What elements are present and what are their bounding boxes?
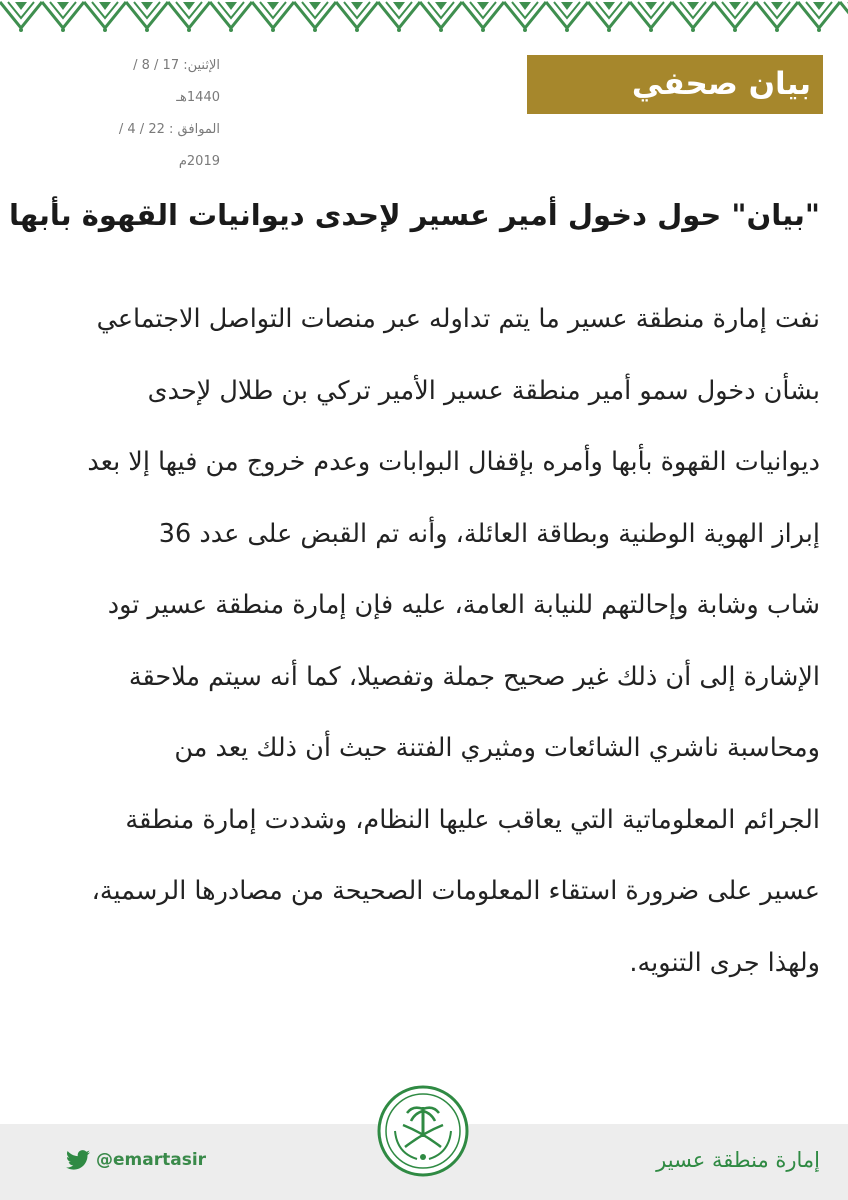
body-line: عسير على ضرورة استقاء المعلومات الصحيحة من مصادرها الرسمية، bbox=[91, 876, 820, 906]
date-gregorian: الموافق : 22 / 4 / 2019م bbox=[118, 122, 220, 169]
ornament-pattern-icon bbox=[0, 0, 848, 34]
body-line: ومحاسبة ناشري الشائعات ومثيري الفتنة حيث أن ذلك يعد من bbox=[174, 733, 820, 763]
body-line: شاب وشابة وإحالتهم للنيابة العامة، عليه فإن إمارة منطقة عسير تود bbox=[107, 590, 820, 620]
top-ornament-band bbox=[0, 0, 848, 34]
body-line: بشأن دخول سمو أمير منطقة عسير الأمير تركي بن طلال لإحدى bbox=[147, 375, 820, 406]
body-line: ديوانيات القهوة بأبها وأمره بإقفال البوابات وعدم خروج من فيها إلا بعد bbox=[87, 447, 820, 477]
body-line: إبراز الهوية الوطنية وبطاقة العائلة، وأنه تم القبض على عدد 36 bbox=[158, 518, 820, 549]
date-block bbox=[110, 50, 220, 178]
ministry-emblem-icon bbox=[377, 1085, 469, 1177]
body-line: نفت إمارة منطقة عسير ما يتم تداوله عبر منصات التواصل الاجتماعي bbox=[96, 304, 820, 334]
body-line: ولهذا جرى التنويه. bbox=[629, 947, 820, 978]
date-hijri: الإثنين: 17 / 8 / 1440هـ bbox=[133, 58, 220, 105]
body-line: الجرائم المعلوماتية التي يعاقب عليها النظام، وشددت إمارة منطقة bbox=[125, 804, 820, 835]
twitter-bird-icon bbox=[66, 1150, 90, 1170]
footer-org-name: إمارة منطقة عسير bbox=[656, 1148, 820, 1172]
headline: "بيان" حول دخول أمير عسير لإحدى ديوانيات القهوة بأبها bbox=[8, 198, 820, 232]
statement-body bbox=[25, 293, 820, 1008]
twitter-handle[interactable]: @emartasir bbox=[96, 1150, 207, 1170]
press-statement-label: بيان صحفي bbox=[527, 55, 823, 114]
body-line: الإشارة إلى أن ذلك غير صحيح جملة وتفصيلا، كما أنه سيتم ملاحقة bbox=[128, 661, 820, 692]
twitter-account[interactable] bbox=[66, 1147, 206, 1173]
